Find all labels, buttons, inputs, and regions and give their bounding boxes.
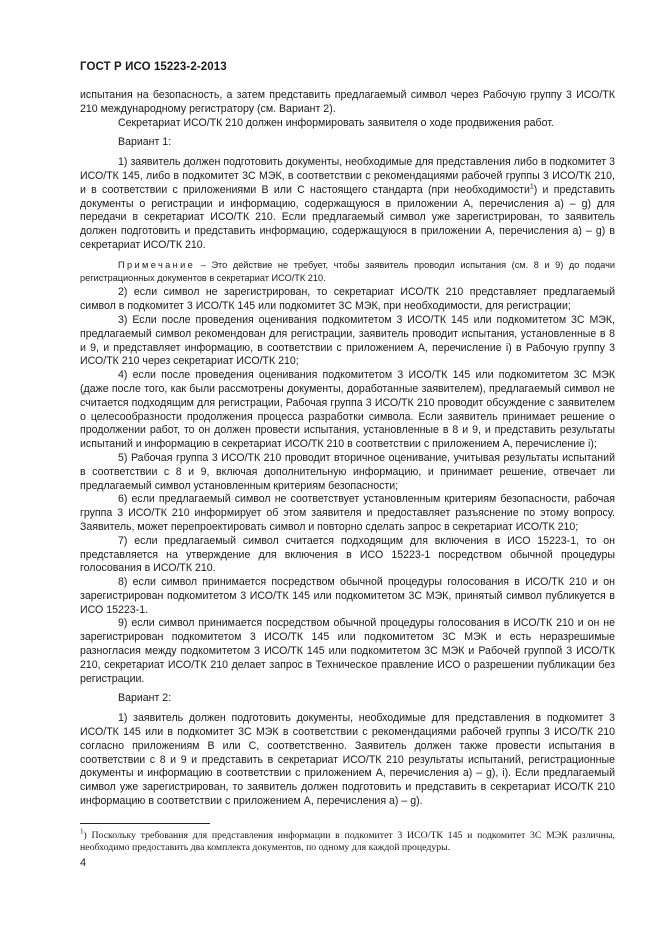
variant-1-item-3: 3) Если после проведения оценивания подкомитетом 3 ИСО/ТК 145 или подкомитетом 3С МЭК, предлагаемый символ рекомендован для регистрации, заявитель проводит испытания, установленные в 8 и 9, и представляет информацию, в соответствии с приложением А, перечисление i) в Рабочую группу 3 ИСО/ТК 210 через секретариат ИСО/ТК 210; (80, 313, 615, 368)
variant-1-item-6: 6) если предлагаемый символ не соответствует установленным критериям безопасности, рабочая группа 3 ИСО/ТК 210 информирует об этом заявителя и предоставляет разъяснение по этому вопросу. Заявитель, может перепроектировать символ и повторно сделать запрос в секретариат ИСО/ТК 210; (80, 493, 615, 533)
variant-1-item-1 (80, 156, 615, 253)
note-text: – Это действие не требует, чтобы заявитель проводил испытания (см. 8 и 9) до подачи регистрационных документов в секретариат ИСО/ТК 210. (80, 259, 615, 283)
variant-1-item-2: 2) если символ не зарегистрирован, то секретариат ИСО/ТК 210 представляет предлагаемый символ в подкомитет 3 ИСО/ТК 145 или подкомитет 3С МЭК, при необходимости, для регистрации; (80, 286, 615, 313)
item-1-text-a: 1) заявитель должен подготовить документы, необходимые для представления либо в подкомитет 3 ИСО/ТК 145, либо в подкомитет 3С МЭК, в соответствии с рекомендациями рабочей группы 3 ИСО/ТК 210, и в соответствии с приложениями В или С настоящего стандарта (при необходимости (80, 156, 615, 196)
variant-1-item-8: 8) если символ принимается посредством обычной процедуры голосования в ИСО/ТК 210 и он зарегистрирован подкомитетом 3 ИСО/ТК 145 или подкомитетом 3С МЭК, принятый символ публикуется в ИСО 15223-1. (80, 576, 615, 616)
variant-1-item-5: 5) Рабочая группа 3 ИСО/ТК 210 проводит вторичное оценивание, учитывая результаты испытаний в соответствии с 8 и 9, включая дополнительную информацию, и принимает решение, отвечает ли предлагаемый символ установленным критериям безопасности; (80, 451, 615, 492)
footnote-marker: 1 (80, 827, 84, 836)
footnote (80, 827, 615, 855)
note (80, 259, 615, 285)
footnote-ref: 1 (529, 183, 534, 191)
variant-1-item-4: 4) если после проведения оценивания подкомитетом 3 ИСО/ТК 145 или подкомитетом 3С МЭК (даже после того, как были рассмотрены документы, доработанные заявителем), предлагаемый символ не считается подходящим для регистрации, Рабочая группа 3 ИСО/ТК 210 проводит обсуждение с заявителем о целесообразности продолжения процесса разработки символа. Если заявитель принимает решение о продолжении работ, то он должен провести испытания, установленные в 8 и 9, и представить результаты испытаний и информацию в секретариат ИСО/ТК 210 в соответствии с приложением А, перечисление i); (80, 369, 615, 451)
variant-2-item-1: 1) заявитель должен подготовить документы, необходимые для представления в подкомитет 3 ИСО/ТК 145 или в подкомитет 3С МЭК в соответствии с рекомендациями рабочей группы 3 ИСО/ТК 210 согласно приложениям В или С, соответственно. Заявитель должен также провести испытания в соответствии с 8 и 9 и представить в секретариат ИСО/ТК 210 результаты испытаний, регистрационные документы и информацию в соответствии с приложением А, перечисления а) – g), i). Если предлагаемый символ уже зарегистрирован, то заявитель должен подготовить и представить в секретариат ИСО/ТК 210 информацию в соответствии с приложением А, перечисления а) – g). (80, 712, 615, 808)
note-label: Примечание (118, 259, 196, 270)
document-body (80, 89, 615, 809)
item-1-text-b: ) и представить документы о регистрации и информацию, содержащуюся в приложении А, перечисления а) – g) для передачи в секретариат ИСО/ТК 210. Если предлагаемый символ уже зарегистрирован, то заявитель должен подготовить и представить информацию, содержащуюся в приложении А, перечисления а) – g) в секретариат ИСО/ТК 210. (80, 183, 616, 251)
paragraph-secretariat: Секретариат ИСО/ТК 210 должен информировать заявителя о ходе продвижения работ. (118, 116, 554, 129)
variant-1-item-9: 9) если символ принимается посредством обычной процедуры голосования в ИСО/ТК 210 и он не зарегистрирован подкомитетом 3 ИСО/ТК 145 или подкомитетом 3С МЭК и есть неразрешимые разногласия между подкомитетом 3 ИСО/ТК 145 или подкомитетом 3С МЭК и Рабочей группой 3 ИСО/ТК 210, секретариат ИСО/ТК 210 делает запрос в Техническое правление ИСО о разрешении публикации без регистрации. (80, 617, 615, 685)
variant-1-heading: Вариант 1: (118, 136, 172, 149)
document-header: ГОСТ Р ИСО 15223-2-2013 (80, 61, 227, 73)
footnote-divider (80, 823, 210, 824)
paragraph-intro: испытания на безопасность, а затем представить предлагаемый символ через Рабочую группу 3 ИСО/ТК 210 международному регистратору (см. Вариант 2). (80, 89, 615, 115)
variant-1-item-7: 7) если предлагаемый символ считается подходящим для включения в ИСО 15223-1, то он представляется на утверждение для включения в ИСО 15223-1 посредством обычной процедуры голосования в ИСО/ТК 210. (80, 534, 615, 575)
footnote-text: ) Поскольку требования для представления информации в подкомитет 3 ИСО/ТК 145 и подкомитет 3С МЭК различны, необходимо предоставить два комплекта документов, по одному для каждой процедуры. (80, 830, 615, 854)
variant-2-heading: Вариант 2: (118, 692, 172, 705)
page-number: 4 (80, 857, 87, 869)
